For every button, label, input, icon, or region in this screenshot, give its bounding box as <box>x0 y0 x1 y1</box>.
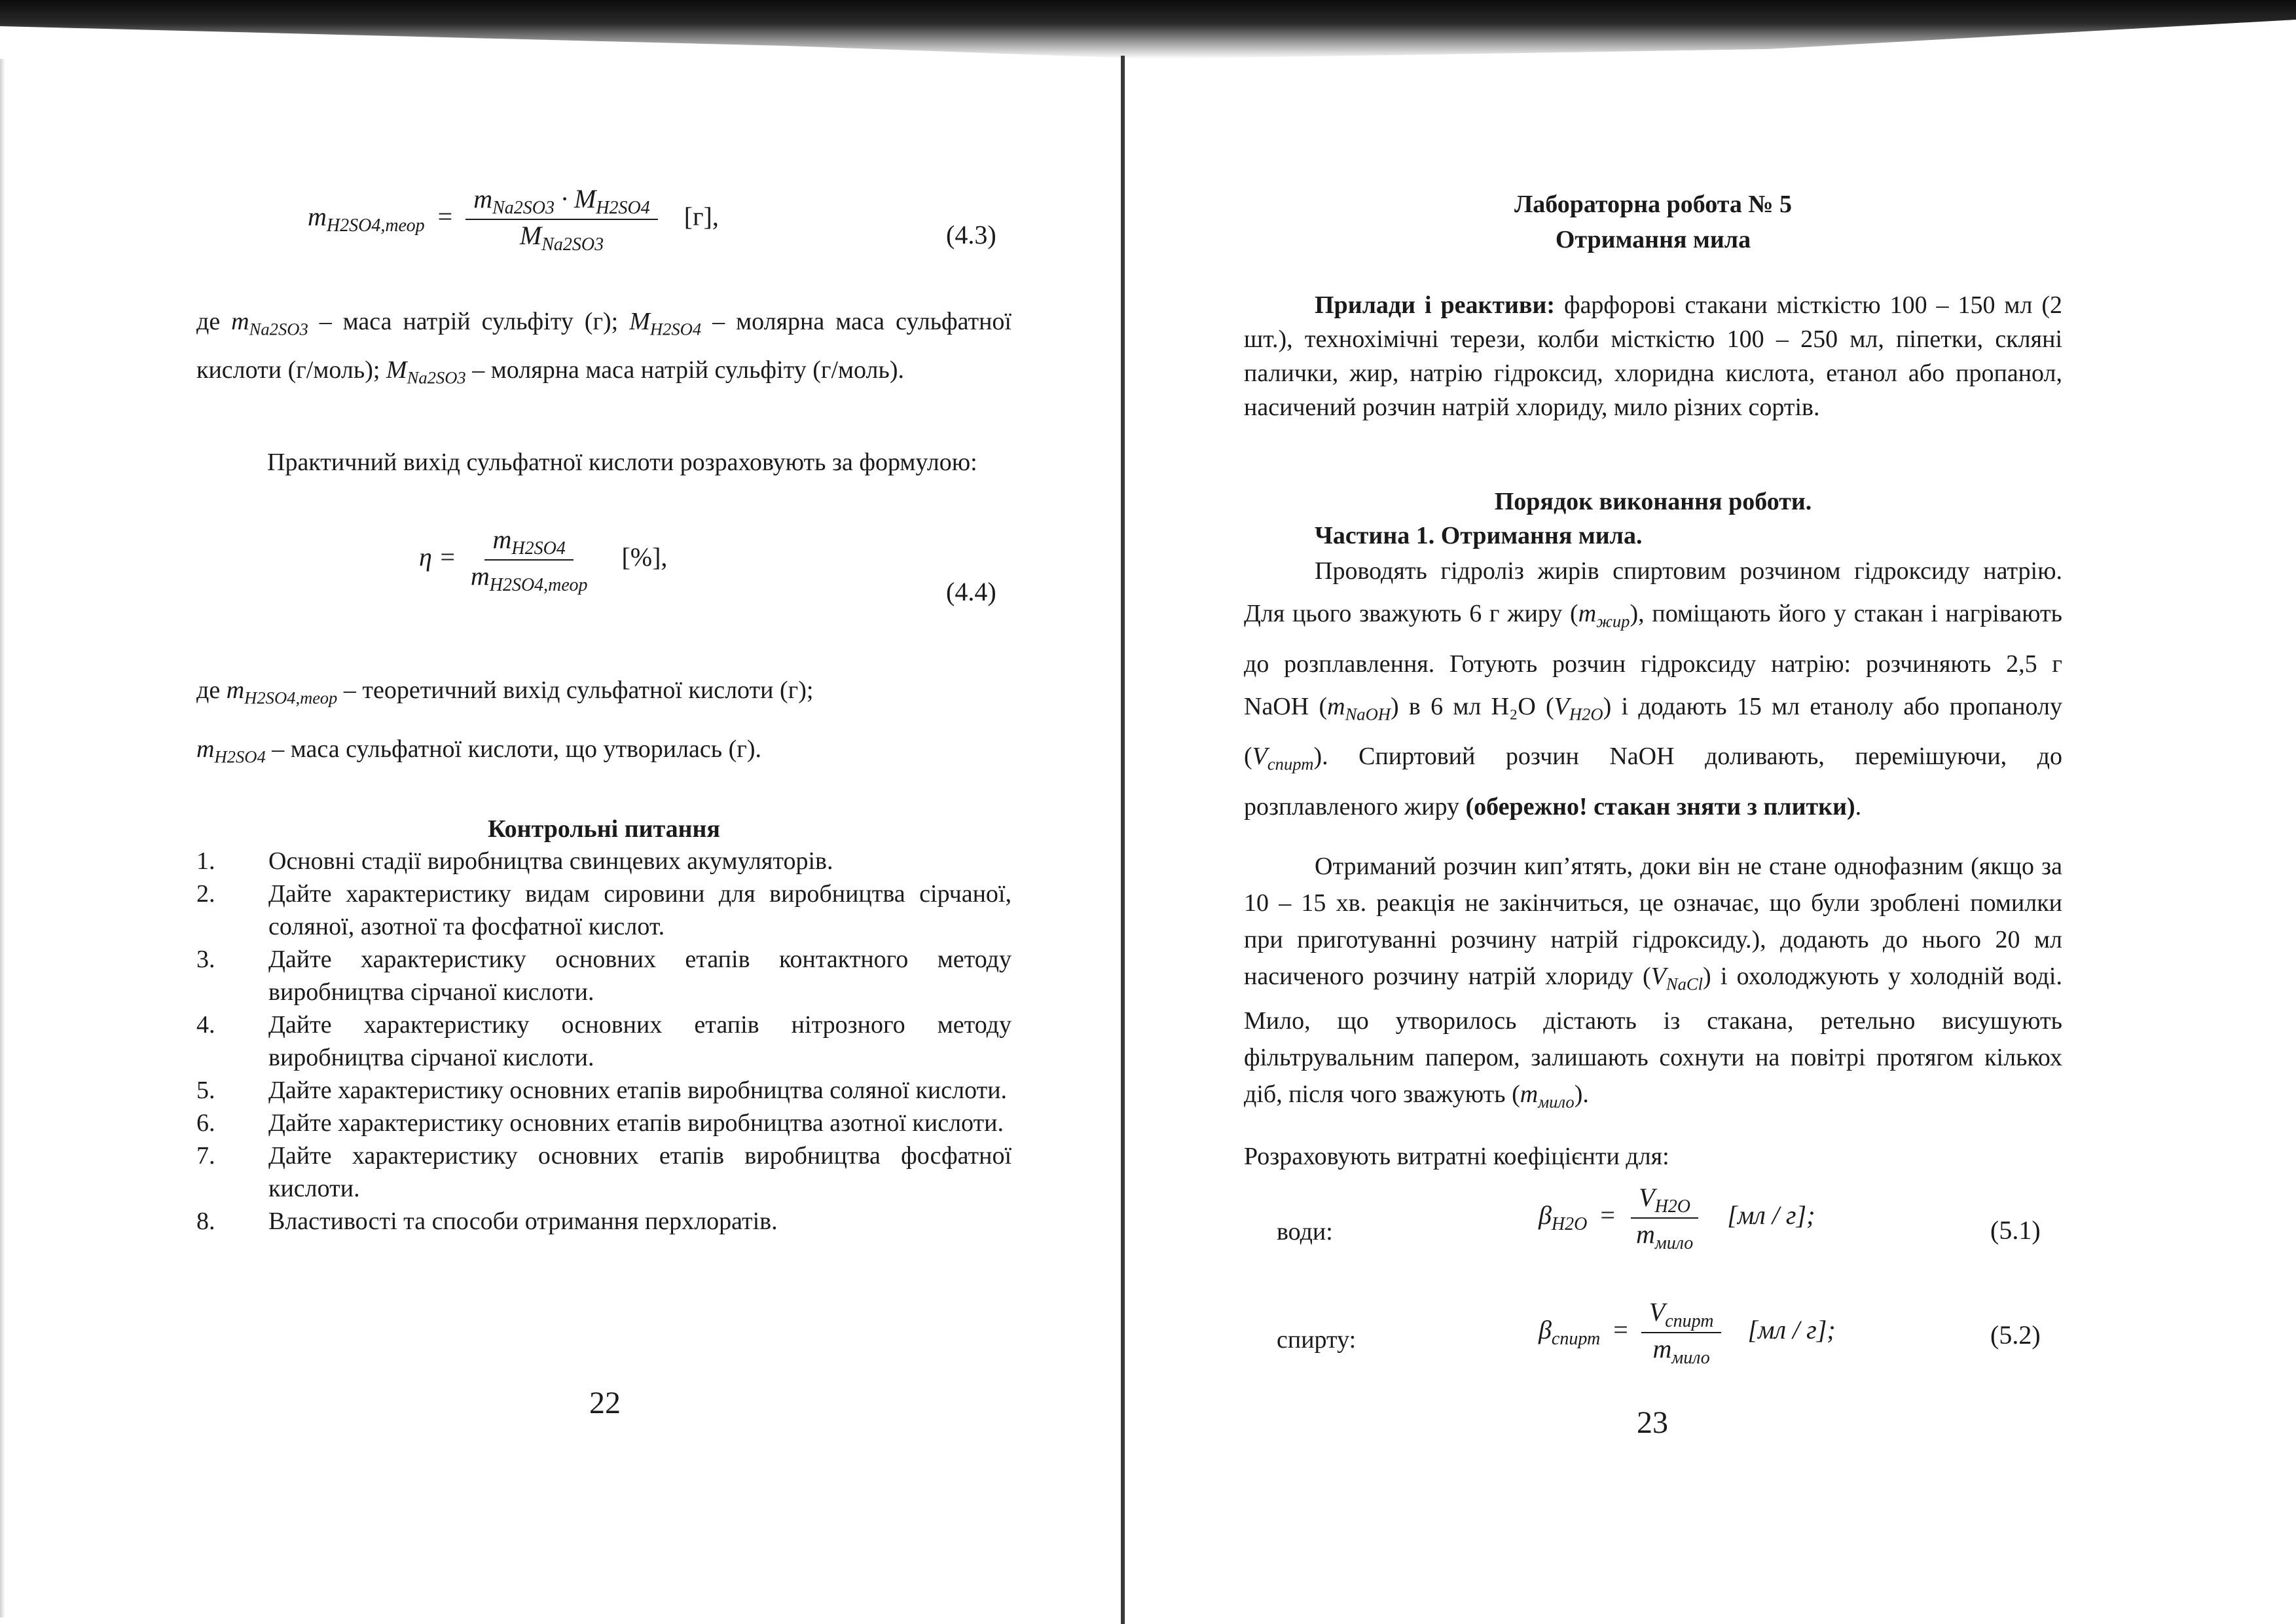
equipment-label: Прилади і реактиви: <box>1315 291 1555 319</box>
formula-5-1: $\beta_{H2O}$ = $\frac{V_{H2O}}{m_{мило}}$ [мл / г]; <box>1539 1183 1815 1253</box>
formula-unit: [мл / г]; <box>1747 1315 1836 1345</box>
question-item <box>196 1139 1011 1205</box>
page-edge <box>0 59 5 1617</box>
fraction-denominator: $m_{мило}$ <box>1652 1334 1710 1368</box>
question-item <box>196 1008 1011 1074</box>
fraction-numerator: $V_{спирт}$ <box>1641 1297 1722 1333</box>
book-spine <box>1121 56 1125 1624</box>
equation-number: (5.1) <box>1990 1215 2041 1245</box>
fraction-numerator: $V_{H2O}$ <box>1631 1182 1698 1219</box>
formula-4-3 <box>308 183 719 255</box>
question-number: 8. <box>196 1208 215 1235</box>
fraction <box>465 183 658 255</box>
lab-title-number: Лабораторна робота № 5 <box>1514 191 1793 218</box>
formula-lhs-sub: H2SO4,теор <box>326 215 425 236</box>
page-number: 22 <box>589 1386 621 1420</box>
practical-yield-text: Практичний вихід сульфатної кислоти розраховують за формулою: <box>267 449 977 476</box>
scan-shadow <box>0 0 2296 59</box>
procedure-paragraph-1: Проводять гідроліз жирів спиртовим розчином гідроксиду натрію. Для цього зважують 6 г жиру $(m_{жир})$, поміщають його у стакан і нагрівають до розплавлення. Готують розчин гідроксиду натрію: розчиняють 2,5 г NaOH $(m_{NaOH})$ в 6 мл H₂O $(V_{H2O})$ і додають 15 мл етанолу або пропанолу $(V_{спирт})$. Спиртовий розчин NaOH доливають, перемішуючи, до розплавленого жиру (обережно! стакан зняти з плитки). <box>1244 557 2062 821</box>
question-text: Дайте характеристику основних етапів контактного методу виробництва сірчаної кислоти. <box>268 946 1011 1006</box>
procedure-paragraph-2: Отриманий розчин кип’ятять, доки він не стане однофазним (якщо за 10 – 15 хв. реакція не закінчиться, це означає, що були зроблені помилки при приготуванні розчину натрій гідроксиду.), додають до нього 20 мл насиченого розчину натрій хлориду $(V_{NaCl})$ і охолоджують у холодній воді. Мило, що утворилось дістають із стакана, ретельно висушують фільтрувальним папером, залишають сохнути на повітрі протягом кількох діб, після чого зважують $(m_{мило})$. <box>1244 853 2062 1112</box>
lab-title <box>1244 187 2062 257</box>
equation-number: (4.4) <box>946 577 996 606</box>
equation-number: (5.2) <box>1990 1320 2041 1350</box>
formula-lhs: η = <box>419 542 456 572</box>
procedure-heading: Порядок виконання роботи. <box>1494 488 1812 515</box>
definitions-4-4: де $m_{H2SO4,теор}$ – теоретичний вихід сульфатної кислоти (г); $m_{H2SO4}$ – маса сульфатної кислоти, що утворилась (г). <box>196 676 814 767</box>
question-text: Дайте характеристику основних етапів виробництва фосфатної кислоти. <box>268 1142 1011 1202</box>
question-text: Основні стадії виробництва свинцевих акумуляторів. <box>268 847 833 875</box>
equipment-paragraph <box>1244 288 2062 424</box>
question-number: 4. <box>196 1011 215 1039</box>
formula-label-water: води: <box>1277 1218 1333 1246</box>
part1-heading: Частина 1. Отримання мила. <box>1315 522 1643 549</box>
question-number: 3. <box>196 946 215 973</box>
formula-5-2: $\beta_{спирт}$ = $\frac{V_{спирт}}{m_{мило}}$ [мл / г]; <box>1539 1297 1836 1368</box>
question-text: Дайте характеристику видам сировини для виробництва сірчаної, соляної, азотної та фосфатної кислот. <box>268 880 1011 940</box>
questions-list <box>196 845 1011 1238</box>
formula-lhs: m <box>308 202 327 232</box>
fraction-denominator: $m_{H2SO4,теор}$ <box>470 561 588 595</box>
question-number: 5. <box>196 1077 215 1104</box>
formula-unit: [%], <box>621 542 668 572</box>
formula-4-4 <box>419 524 667 596</box>
equals-sign: = <box>431 202 460 232</box>
question-item <box>196 877 1011 943</box>
fraction-denominator: $M_{Na2SO3}$ <box>519 221 604 255</box>
equipment-text: фарфорові стакани місткістю 100 – 150 мл (2 шт.), технохімічні терези, колби місткістю 100 – 250 мл, піпетки, скляні палички, жир, натрію гідроксид, хлоридна кислота, етанол або пропанол, насичений розчин натрій хлориду, мило різних сортів. <box>1244 291 2062 421</box>
question-item <box>196 943 1011 1008</box>
fraction-numerator: $m_{Na2SO3} \cdot M_{H2SO4}$ <box>465 183 658 220</box>
question-number: 1. <box>196 847 215 875</box>
fraction <box>1628 1182 1701 1254</box>
question-number: 6. <box>196 1109 215 1137</box>
fraction-denominator: $m_{мило}$ <box>1635 1219 1694 1253</box>
question-item <box>196 1107 1011 1139</box>
question-number: 2. <box>196 880 215 908</box>
questions-heading: Контрольні питання <box>488 815 720 843</box>
formula-unit: [мл / г]; <box>1727 1200 1815 1230</box>
question-item <box>196 1074 1011 1107</box>
definitions-4-3: де $m_{Na2SO3}$ – маса натрій сульфіту (г); $M_{H2SO4}$ – молярна маса сульфатної кислоти (г/моль); $M_{Na2SO3}$ – молярна маса натрій сульфіту (г/моль). <box>196 308 1011 388</box>
fraction-numerator: $m_{H2SO4}$ <box>484 524 573 561</box>
question-item <box>196 845 1011 877</box>
formula-unit: [г], <box>683 202 719 232</box>
coefficients-intro: Розраховують витратні коефіцієнти для: <box>1244 1143 1669 1170</box>
question-text: Дайте характеристику основних етапів виробництва соляної кислоти. <box>268 1077 1008 1104</box>
formula-label-alcohol: спирту: <box>1277 1326 1357 1354</box>
lab-title-name: Отримання мила <box>1555 226 1751 253</box>
page-number: 23 <box>1637 1405 1668 1440</box>
question-number: 7. <box>196 1142 215 1170</box>
safety-warning: (обережно! стакан зняти з плитки) <box>1465 792 1855 821</box>
fraction <box>1641 1297 1722 1369</box>
question-text: Дайте характеристику основних етапів виробництва азотної кислоти. <box>268 1109 1004 1137</box>
question-text: Дайте характеристику основних етапів нітрозного методу виробництва сірчаної кислоти. <box>268 1011 1011 1071</box>
question-text: Властивості та способи отримання перхлоратів. <box>268 1208 778 1235</box>
question-item <box>196 1205 1011 1238</box>
equation-number: (4.3) <box>946 220 996 249</box>
fraction <box>463 524 596 596</box>
